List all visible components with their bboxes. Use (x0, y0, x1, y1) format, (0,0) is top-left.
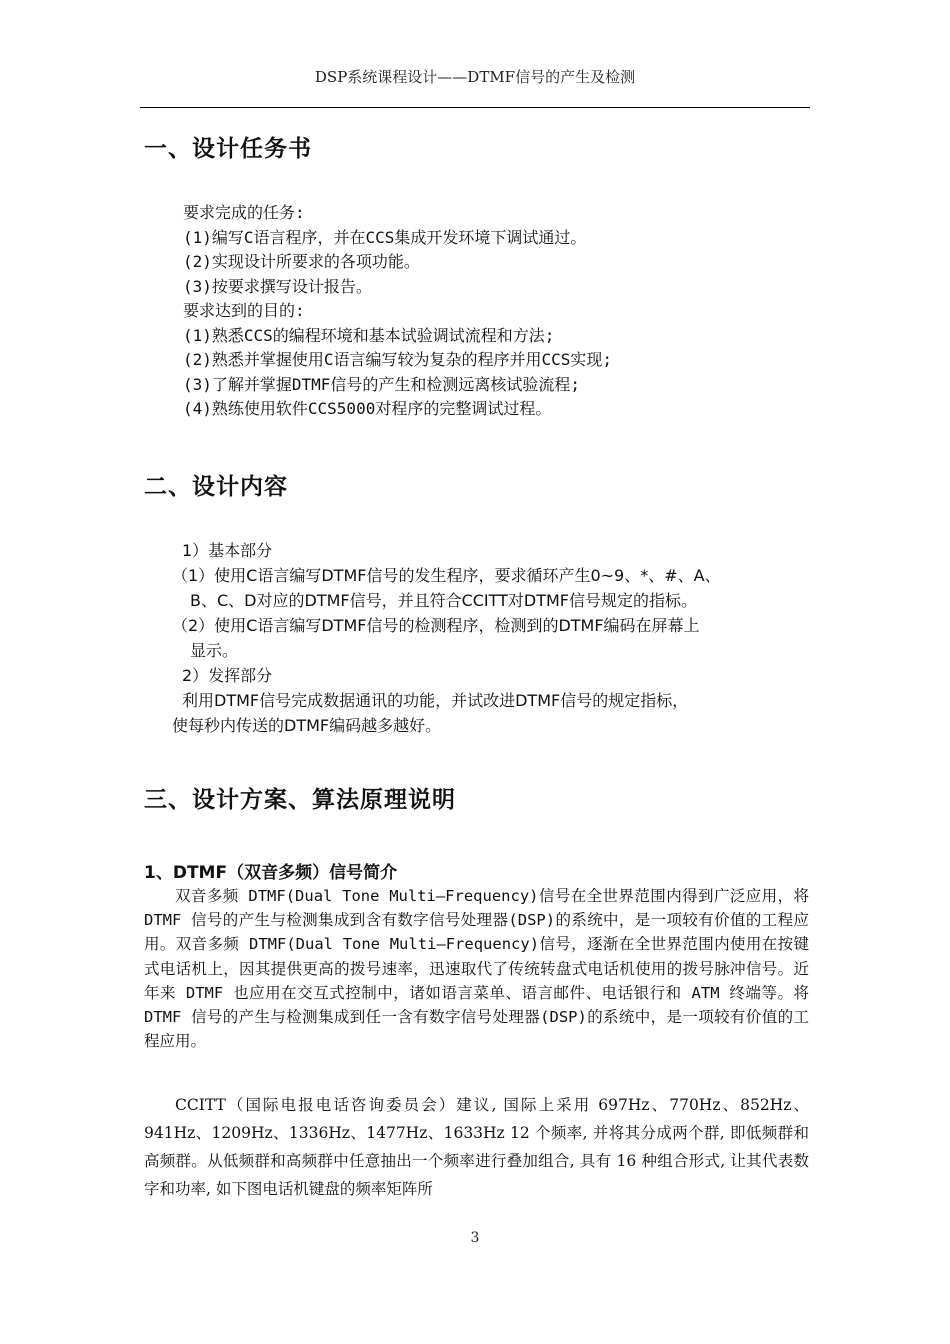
task-line: (3)按要求撰写设计报告。 (183, 276, 372, 296)
task-line: 要求完成的任务: (183, 203, 305, 222)
subsection-heading-dtmf: 1、DTMF（双音多频）信号简介 (144, 863, 398, 883)
dtmf-intro-paragraph: 双音多频 DTMF(Dual Tone Multi—Frequency)信号在全世界范围内得到广泛应用，将 DTMF 信号的产生与检测集成到含有数字信号处理器(DSP)的系统中，是一项较有价值的工程应用。双音多频 DTMF(Dual Tone Multi—Frequency)信号，逐渐在全世界范围内使用在按键式电话机上，因其提供更高的拨号速率，迅速取代了传统转盘式电话机使用的拨号脉冲信号。近年来 DTMF 也应用在交互式控制中，诸如语言菜单、语言邮件、电话银行和 ATM 终端等。将 DTMF 信号的产生与检测集成到任一含有数字信号处理器(DSP)的系统中，是一项较有价值的工程应用。 (144, 887, 809, 1051)
content-line: 2）发挥部分 (182, 666, 273, 685)
task-list (183, 201, 743, 422)
content-line: （2）使用C语言编写DTMF信号的检测程序，检测到的DTMF编码在屏幕上 (172, 616, 700, 635)
section-heading-task: 一、设计任务书 (144, 136, 312, 162)
content-line: （1）使用C语言编写DTMF信号的发生程序，要求循环产生0~9、*、#、A、 (172, 566, 721, 585)
page-number: 3 (470, 1230, 480, 1246)
content-line: 使每秒内传送的DTMF编码越多越好。 (172, 716, 442, 735)
task-line: (1)编写C语言程序，并在CCS集成开发环境下调试通过。 (183, 227, 587, 247)
content-line: 1）基本部分 (182, 541, 273, 560)
section-heading-content: 二、设计内容 (144, 474, 288, 500)
content-line: 利用DTMF信号完成数据通讯的功能，并试改进DTMF信号的规定指标， (182, 691, 689, 710)
task-line: (1)熟悉CCS的编程环境和基本试验调试流程和方法; (183, 325, 555, 345)
ccitt-paragraph: CCITT（国际电报电话咨询委员会）建议, 国际上采用 697Hz、770Hz、852Hz、941Hz、1209Hz、1336Hz、1477Hz、1633Hz 12 个频率, 并将其分成两个群, 即低频群和高频群。从低频群和高频群中任意抽出一个频率进行叠加组合, 具有 16 种组合形式, 让其代表数字和功率, 如下图电话机键盘的频率矩阵所 (144, 1096, 809, 1198)
task-line: 要求达到的目的: (183, 301, 305, 320)
task-line: (2)实现设计所要求的各项功能。 (183, 252, 420, 271)
content-line: B、C、D对应的DTMF信号，并且符合CCITT对DTMF信号规定的指标。 (190, 591, 698, 610)
header-rule (140, 107, 810, 108)
design-content-list (172, 538, 812, 738)
task-line: (4)熟练使用软件CCS5000对程序的完整调试过程。 (183, 399, 552, 418)
section-heading-scheme: 三、设计方案、算法原理说明 (144, 787, 456, 813)
content-line: 显示。 (190, 641, 239, 660)
task-line: (3)了解并掌握DTMF信号的产生和检测远离核试验流程; (183, 374, 581, 394)
task-line: (2)熟悉并掌握使用C语言编写较为复杂的程序并用CCS实现; (183, 350, 613, 369)
running-header: DSP系统课程设计——DTMF信号的产生及检测 (314, 68, 636, 86)
